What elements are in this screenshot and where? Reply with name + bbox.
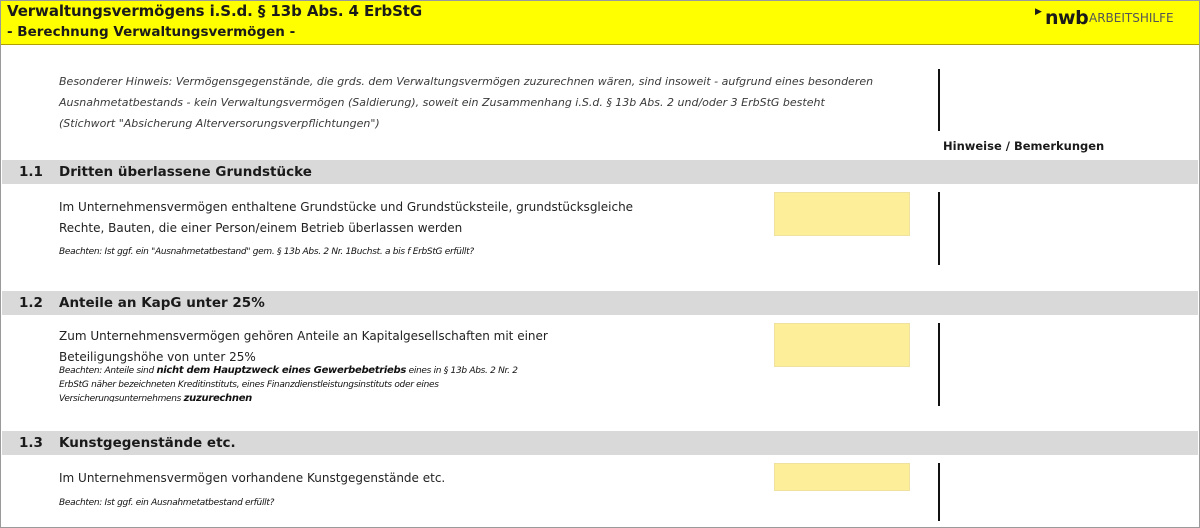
section-hint: Beachten: Ist ggf. ein Ausnahmetatbestand erfüllt? [59, 498, 275, 508]
description-line: Beteiligungshöhe von unter 25% [59, 350, 256, 364]
notice-line: Ausnahmetatbestands - kein Verwaltungsvermögen (Saldierung), soweit ein Zusammenhang i.S.d. § 13b Abs. 2 und/oder 3 ErbStG besteht [59, 96, 825, 109]
amount-input-1-2[interactable] [774, 323, 910, 367]
section-number: 1.3 [19, 435, 43, 451]
section-header-1-1 [2, 160, 1198, 184]
remarks-divider [938, 192, 940, 265]
section-number: 1.2 [19, 295, 43, 311]
brand-suffix: ARBEITSHILFE [1089, 11, 1174, 25]
hint-text: eines in § 13b Abs. 2 Nr. 2 [406, 366, 518, 376]
section-title: Anteile an KapG unter 25% [59, 295, 265, 311]
remarks-divider [938, 69, 940, 131]
description-line: Zum Unternehmensvermögen gehören Anteile an Kapitalgesellschaften mit einer [59, 329, 548, 343]
hint-text: ErbStG näher bezeichneten Kreditinstituts, eines Finanzdienstleistungsinstituts oder eines [59, 380, 439, 390]
amount-input-1-3[interactable] [774, 463, 910, 491]
brand-name: nwb [1045, 7, 1089, 29]
brand-arrow-icon: ▶ [1035, 7, 1042, 17]
section-hint [59, 364, 518, 402]
amount-input-1-1[interactable] [774, 192, 910, 236]
remarks-divider [938, 323, 940, 406]
brand-logo [1035, 7, 1185, 33]
description-line: Im Unternehmensvermögen vorhandene Kunstgegenstände etc. [59, 471, 446, 485]
section-number: 1.1 [19, 164, 43, 180]
section-header-1-2 [2, 291, 1198, 315]
notice-line: (Stichwort "Absicherung Alterversorungsverpflichtungen") [59, 117, 380, 130]
remarks-divider [938, 463, 940, 521]
section-description [59, 197, 633, 239]
description-line: Rechte, Bauten, die einer Person/einem Betrieb überlassen werden [59, 221, 463, 235]
page-subtitle: - Berechnung Verwaltungsvermögen - [7, 24, 296, 40]
section-description [59, 326, 548, 368]
hint-emphasis: nicht dem Hauptzweck eines Gewerbebetriebs [156, 365, 407, 376]
section-title: Kunstgegenstände etc. [59, 435, 236, 451]
section-hint: Beachten: Ist ggf. ein "Ausnahmetatbestand" gem. § 13b Abs. 2 Nr. 1Buchst. a bis f ErbStG erfüllt? [59, 247, 474, 257]
hint-text: Beachten: Anteile sind [59, 366, 157, 376]
section-header-1-3 [2, 431, 1198, 455]
special-notice [59, 71, 929, 134]
notice-line: Besonderer Hinweis: Vermögensgegenstände, die grds. dem Verwaltungsvermögen zuzurechnen wären, sind insoweit - aufgrund eines besonderen [59, 75, 874, 88]
description-line: Im Unternehmensvermögen enthaltene Grundstücke und Grundstücksteile, grundstücksgleiche [59, 200, 634, 214]
hint-text: Versicherungsunternehmens [59, 394, 184, 402]
hint-emphasis: zuzurechnen [183, 393, 253, 402]
section-description [59, 468, 445, 489]
section-title: Dritten überlassene Grundstücke [59, 164, 312, 180]
page-title: Verwaltungsvermögens i.S.d. § 13b Abs. 4 ErbStG [7, 2, 423, 20]
header-bar [1, 1, 1199, 45]
remarks-column-header: Hinweise / Bemerkungen [943, 139, 1105, 153]
